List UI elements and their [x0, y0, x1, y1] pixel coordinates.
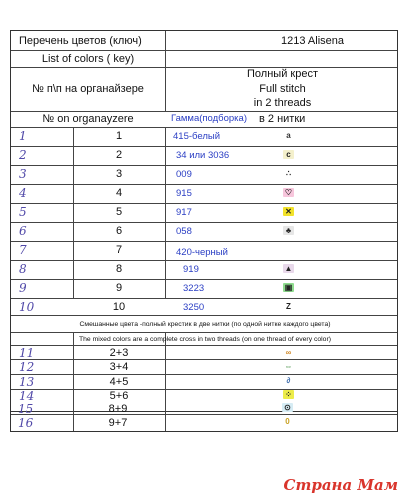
row-number: 2	[115, 149, 123, 161]
mixed-combo: 3+4	[109, 361, 129, 373]
col-no-ru: № п\п на органайзере	[32, 83, 144, 95]
pattern-name: 1213 Alisena	[281, 35, 344, 47]
mixed-combo: 2+3	[109, 347, 129, 359]
symbol-cross-icon: ✕	[283, 207, 294, 216]
mixed-combo: 4+5	[109, 376, 129, 388]
gamma-label: Гамма(подборка)	[171, 113, 247, 124]
row-color-code: 415-белый	[173, 131, 220, 142]
double-arrow-icon: ⇔	[284, 362, 293, 371]
color-key-table	[10, 30, 398, 412]
row-hand-number: 2	[19, 148, 27, 162]
stitch-en: Full stitch	[259, 83, 306, 95]
symbol-club-icon: ♣	[283, 226, 294, 235]
watermark-logo: Страна Мам	[283, 476, 398, 494]
mixed-hand-number: 15	[18, 402, 34, 416]
mixed-rows-frame	[10, 399, 398, 432]
row-color-code: 420-черный	[176, 247, 228, 258]
target-icon: ⊙	[282, 403, 293, 412]
threads-ru: в 2 нитки	[259, 113, 306, 125]
row-number: 4	[115, 187, 123, 199]
row-number: 8	[115, 263, 123, 275]
row-hand-number: 6	[19, 224, 27, 238]
symbol-d-icon: ∂	[286, 376, 291, 385]
row-color-code: 009	[176, 169, 192, 180]
stitch-ru: Полный крест	[247, 68, 318, 80]
mixed-combo: 9+7	[108, 417, 128, 429]
mixed-combo: 8+9	[108, 403, 128, 415]
symbol-x-icon: ⁘	[283, 390, 294, 399]
row-number: 10	[112, 301, 126, 313]
symbol-heart-icon: ♡	[284, 188, 293, 197]
mixed-hand-number: 12	[19, 360, 35, 374]
row-number: 1	[115, 130, 123, 142]
mixed-hand-number: 11	[19, 346, 35, 360]
row-hand-number: 1	[19, 129, 27, 143]
row-number: 5	[115, 206, 123, 218]
row-hand-number: 7	[19, 243, 27, 257]
mixed-note-ru: Смешанные цвета -полный крестик в две нитки (по одной нитке каждого цвета)	[79, 321, 331, 328]
symbol-dots-icon: ∴	[285, 169, 292, 178]
row-color-code: 058	[176, 226, 192, 237]
row-hand-number: 3	[19, 167, 27, 181]
symbol-a-icon: a	[286, 131, 291, 140]
row-color-code: 919	[183, 264, 199, 275]
threads-en: in 2 threads	[253, 97, 312, 109]
mixed-hand-number: 16	[18, 416, 34, 430]
symbol-square-icon: ▣	[284, 283, 293, 292]
row-number: 6	[115, 225, 123, 237]
title-en: List of colors ( key)	[41, 53, 135, 65]
row-color-code: 915	[176, 188, 192, 199]
row-number: 9	[115, 282, 123, 294]
row-number: 7	[115, 244, 123, 256]
mixed-note-en: The mixed colors are a complete cross in two threads (on one thread of every color)	[79, 336, 331, 343]
mixed-hand-number: 13	[19, 375, 35, 389]
symbol-c-icon: c	[283, 150, 294, 159]
row-hand-number: 9	[19, 281, 27, 295]
row-number: 3	[115, 168, 123, 180]
mixed-combo: 5+6	[109, 390, 129, 402]
row-color-code: 3250	[183, 302, 205, 313]
infinity-icon: ∞	[285, 348, 292, 357]
title-ru: Перечень цветов (ключ)	[19, 35, 142, 47]
row-color-code: 34 или 3036	[176, 150, 230, 161]
col-no-en: № on organayzere	[42, 113, 134, 125]
symbol-z-icon: Z	[286, 302, 291, 311]
row-hand-number: 10	[19, 300, 35, 314]
row-hand-number: 5	[19, 205, 27, 219]
row-color-code: 917	[176, 207, 192, 218]
symbol-triangle-icon: ▲	[284, 264, 293, 273]
mixed-hand-number: 14	[19, 389, 35, 403]
symbol-zero-icon: 0	[285, 417, 290, 426]
row-hand-number: 4	[19, 186, 27, 200]
row-color-code: 3223	[183, 283, 205, 294]
row-hand-number: 8	[19, 262, 27, 276]
